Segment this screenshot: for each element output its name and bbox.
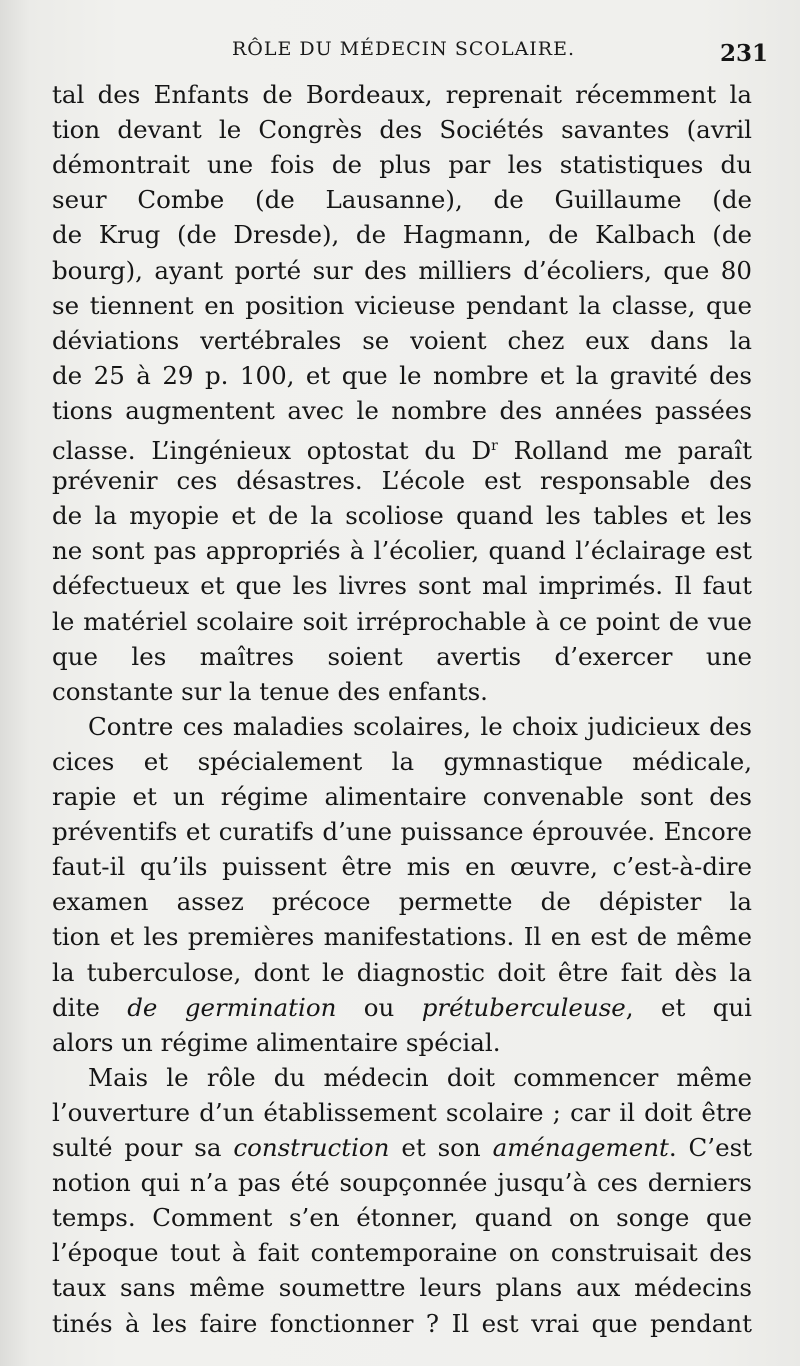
text-line	[0, 1025, 800, 1061]
text-line	[0, 1095, 800, 1131]
line-text: le matériel scolaire soit irréprochable à ce point de vue	[52, 606, 752, 636]
text-line	[0, 288, 800, 324]
text-line	[0, 253, 800, 289]
line-text: tion devant le Congrès des Sociétés savantes (avril	[52, 115, 752, 145]
line-text: alors un régime alimentaire spécial.	[52, 1027, 501, 1057]
text-line	[0, 849, 800, 885]
line-text: déviations vertébrales se voient chez eux dans la	[52, 325, 752, 355]
text-line	[0, 814, 800, 850]
line-text: prévenir ces désastres. L’école est responsable des	[52, 466, 752, 496]
line-text: défectueux et que les livres sont mal imprimés. Il faut	[52, 571, 752, 601]
text-line	[0, 744, 800, 780]
line-text: Contre ces maladies scolaires, le choix judicieux des	[88, 711, 752, 741]
line-text: Mais le rôle du médecin doit commencer même	[88, 1062, 752, 1092]
line-text: faut-il qu’ils puissent être mis en œuvre, c’est-à-dire	[52, 852, 752, 882]
line-text: dite de germination ou prétuberculeuse, et qui	[52, 992, 752, 1022]
line-text: tal des Enfants de Bordeaux, reprenait récemment la	[52, 80, 752, 109]
text-line	[0, 112, 800, 148]
line-text: que les maîtres soient avertis d’exercer une	[52, 641, 752, 671]
text-line	[0, 1306, 800, 1342]
text-line	[0, 428, 800, 464]
line-text: taux sans même soumettre leurs plans aux médecins	[52, 1273, 752, 1303]
line-text: bourg), ayant porté sur des milliers d’écoliers, que 80	[52, 255, 752, 285]
line-text: démontrait une fois de plus par les statistiques du	[52, 150, 752, 180]
line-text: classe. L’ingénieux optostat du $D^r$ Rolland me paraît	[52, 436, 752, 464]
page-number: 231	[719, 40, 768, 67]
text-line	[0, 182, 800, 218]
text-line	[0, 393, 800, 429]
line-text: la tuberculose, dont le diagnostic doit être fait dès la	[52, 957, 752, 987]
running-head: RÔLE DU MÉDECIN SCOLAIRE.	[232, 38, 576, 60]
text-line	[0, 639, 800, 675]
line-text: cices et spécialement la gymnastique médicale,	[52, 746, 752, 776]
line-text: tinés à les faire fonctionner ? Il est vrai que pendant	[52, 1308, 752, 1338]
text-line	[0, 498, 800, 534]
text-line	[0, 323, 800, 359]
text-line	[0, 1200, 800, 1236]
line-text: tions augmentent avec le nombre des années passées	[52, 395, 752, 425]
line-text: se tiennent en position vicieuse pendant la classe, que	[52, 290, 752, 320]
text-line	[0, 217, 800, 253]
line-text: examen assez précoce permette de dépister la	[52, 887, 752, 917]
text-line	[0, 358, 800, 394]
line-text: constante sur la tenue des enfants.	[52, 676, 488, 706]
text-line	[0, 604, 800, 640]
line-text: l’ouverture d’un établissement scolaire ; car il doit être	[52, 1097, 752, 1127]
line-text: notion qui n’a pas été soupçonnée jusqu’à ces derniers	[52, 1168, 752, 1198]
text-line	[0, 1235, 800, 1271]
line-text: l’époque tout à fait contemporaine on construisait des	[52, 1238, 752, 1268]
text-line	[0, 919, 800, 955]
text-line	[0, 955, 800, 991]
text-line	[0, 77, 800, 113]
text-line	[0, 147, 800, 183]
text-line	[0, 568, 800, 604]
text-line	[0, 779, 800, 815]
line-text: tion et les premières manifestations. Il en est de même	[52, 922, 752, 952]
text-line	[0, 1130, 800, 1166]
text-line	[0, 1270, 800, 1306]
text-line	[0, 1165, 800, 1201]
line-text: de la myopie et de la scoliose quand les tables et les	[52, 501, 752, 531]
text-line	[0, 463, 800, 499]
line-text: rapie et un régime alimentaire convenable sont des	[52, 782, 752, 811]
text-line	[0, 1060, 800, 1096]
line-text: seur Combe (de Lausanne), de Guillaume (de	[52, 185, 752, 215]
text-line	[0, 533, 800, 569]
text-line	[0, 990, 800, 1026]
text-line	[0, 709, 800, 745]
line-text: ne sont pas appropriés à l’écolier, quand l’éclairage est	[52, 536, 752, 566]
line-text: sulté pour sa construction et son aménagement. C’est	[52, 1133, 752, 1162]
line-text: temps. Comment s’en étonner, quand on songe que	[52, 1203, 752, 1233]
text-line	[0, 674, 800, 710]
line-text: préventifs et curatifs d’une puissance éprouvée. Encore	[52, 817, 752, 847]
text-line	[0, 884, 800, 920]
line-text: de 25 à 29 p. 100, et que le nombre et la gravité des	[52, 360, 752, 390]
line-text: de Krug (de Dresde), de Hagmann, de Kalbach (de	[52, 220, 752, 250]
